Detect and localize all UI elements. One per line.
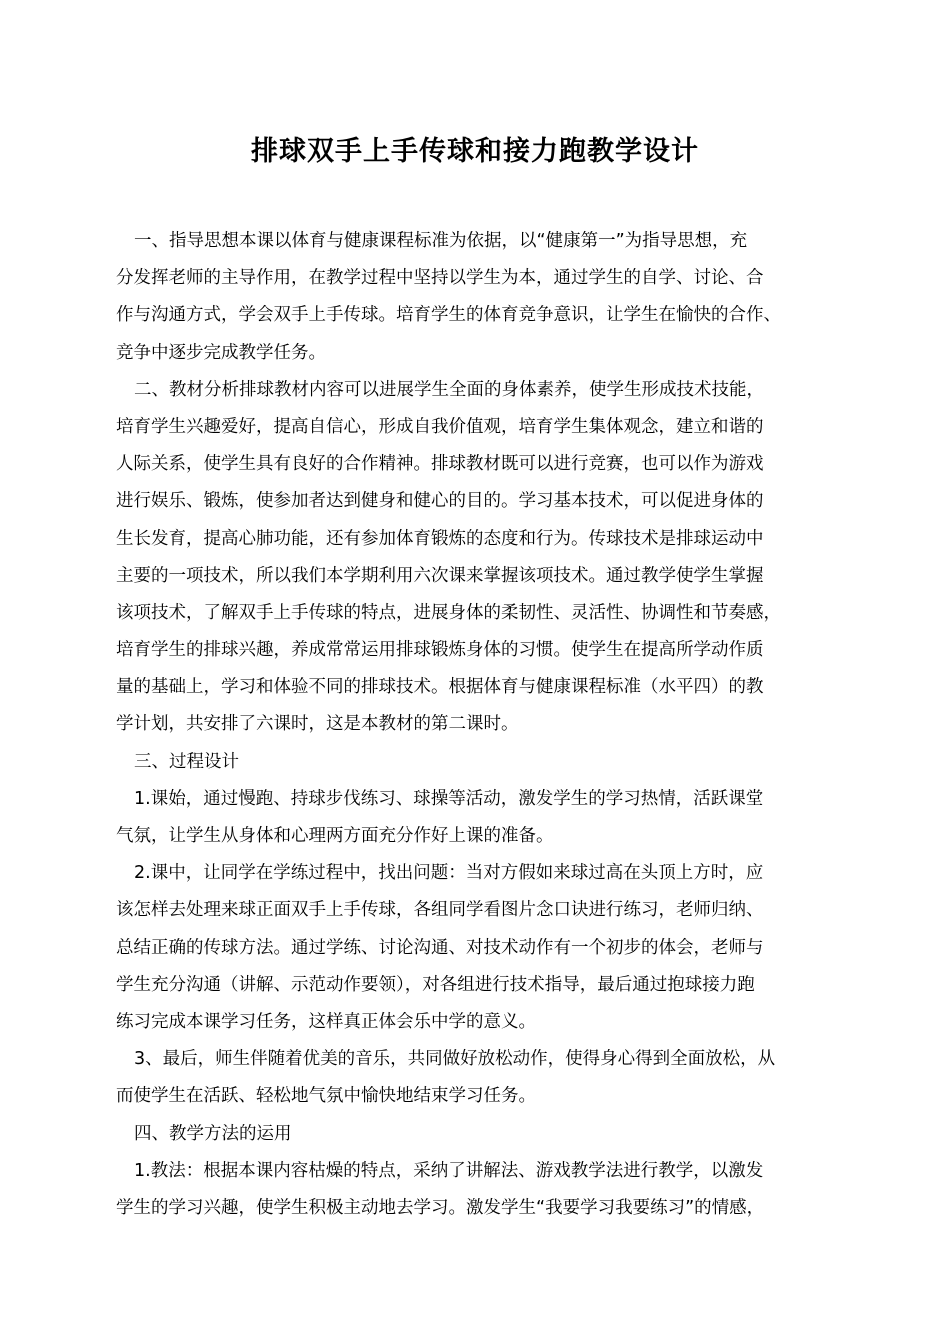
- paragraph-line: 生长发育，提高心肺功能，还有参加体育锻炼的态度和行为。传球技术是排球运动中: [116, 528, 764, 549]
- paragraph-line: 1.教法：根据本课内容枯燥的特点，采纳了讲解法、游戏教学法进行教学，以激发: [134, 1160, 764, 1181]
- paragraph: [116, 223, 848, 372]
- paragraph-line: 1.课始，通过慢跑、持球步伐练习、球操等活动，激发学生的学习热情，活跃课堂: [134, 788, 764, 809]
- paragraph: [116, 1153, 848, 1227]
- paragraph-line: 主要的一项技术，所以我们本学期利用六次课来掌握该项技术。通过教学使学生掌握: [116, 565, 764, 586]
- paragraph-line: 总结正确的传球方法。通过学练、讨论沟通、对技术动作有一个初步的体会，老师与: [116, 937, 764, 958]
- paragraph: [116, 1041, 848, 1115]
- paragraph-line: 2.课中，让同学在学练过程中，找出问题：当对方假如来球过高在头顶上方时，应: [134, 863, 764, 884]
- paragraph: [116, 372, 848, 744]
- paragraph-line: 该怎样去处理来球正面双手上手传球，各组同学看图片念口诀进行练习，老师归纳、: [116, 900, 764, 921]
- paragraph-line: 学生充分沟通（讲解、示范动作要领），对各组进行技术指导，最后通过抱球接力跑: [116, 974, 755, 995]
- paragraph: [116, 1116, 848, 1153]
- document-body: [116, 223, 848, 1227]
- paragraph-line: 一、指导思想本课以体育与健康课程标准为依据，以“健康第一”为指导思想，充: [134, 231, 748, 251]
- paragraph-line: 三、过程设计: [134, 751, 239, 772]
- paragraph: [116, 781, 848, 855]
- paragraph: [116, 855, 848, 1041]
- paragraph-line: 学生的学习兴趣，使学生积极主动地去学习。激发学生“我要学习我要练习”的情感，: [116, 1197, 765, 1218]
- paragraph-line: 而使学生在活跃、轻松地气氛中愉快地结束学习任务。: [116, 1086, 536, 1107]
- paragraph-line: 3、最后，师生伴随着优美的音乐，共同做好放松动作，使得身心得到全面放松，从: [134, 1049, 776, 1070]
- paragraph-line: 作与沟通方式，学会双手上手传球。培育学生的体育竞争意识，让学生在愉快的合作、: [116, 305, 781, 326]
- paragraph-line: 人际关系，使学生具有良好的合作精神。排球教材既可以进行竞赛，也可以作为游戏: [116, 454, 764, 475]
- paragraph-line: 练习完成本课学习任务，这样真正体会乐中学的意义。: [116, 1011, 536, 1032]
- paragraph-line: 气氛，让学生从身体和心理两方面充分作好上课的准备。: [116, 826, 554, 846]
- paragraph-line: 学计划，共安排了六课时，这是本教材的第二课时。: [116, 714, 519, 735]
- paragraph-line: 二、教材分析排球教材内容可以进展学生全面的身体素养，使学生形成技术技能，: [134, 379, 764, 400]
- paragraph-line: 量的基础上，学习和体验不同的排球技术。根据体育与健康课程标准（水平四）的教: [116, 677, 764, 698]
- paragraph-line: 四、教学方法的运用: [134, 1123, 292, 1144]
- paragraph-line: 分发挥老师的主导作用，在教学过程中坚持以学生为本，通过学生的自学、讨论、合: [116, 268, 764, 289]
- paragraph-line: 培育学生的排球兴趣，养成常常运用排球锻炼身体的习惯。使学生在提高所学动作质: [116, 640, 764, 661]
- paragraph-line: 竞争中逐步完成教学任务。: [116, 342, 326, 363]
- paragraph-line: 培育学生兴趣爱好，提高自信心，形成自我价值观，培育学生集体观念，建立和谐的: [116, 416, 764, 437]
- document-title: 排球双手上手传球和接力跑教学设计: [251, 136, 699, 167]
- paragraph: [116, 744, 848, 781]
- paragraph-line: 进行娱乐、锻炼，使参加者达到健身和健心的目的。学习基本技术，可以促进身体的: [116, 491, 764, 512]
- paragraph-line: 该项技术，了解双手上手传球的特点，进展身体的柔韧性、灵活性、协调性和节奏感，: [116, 602, 781, 623]
